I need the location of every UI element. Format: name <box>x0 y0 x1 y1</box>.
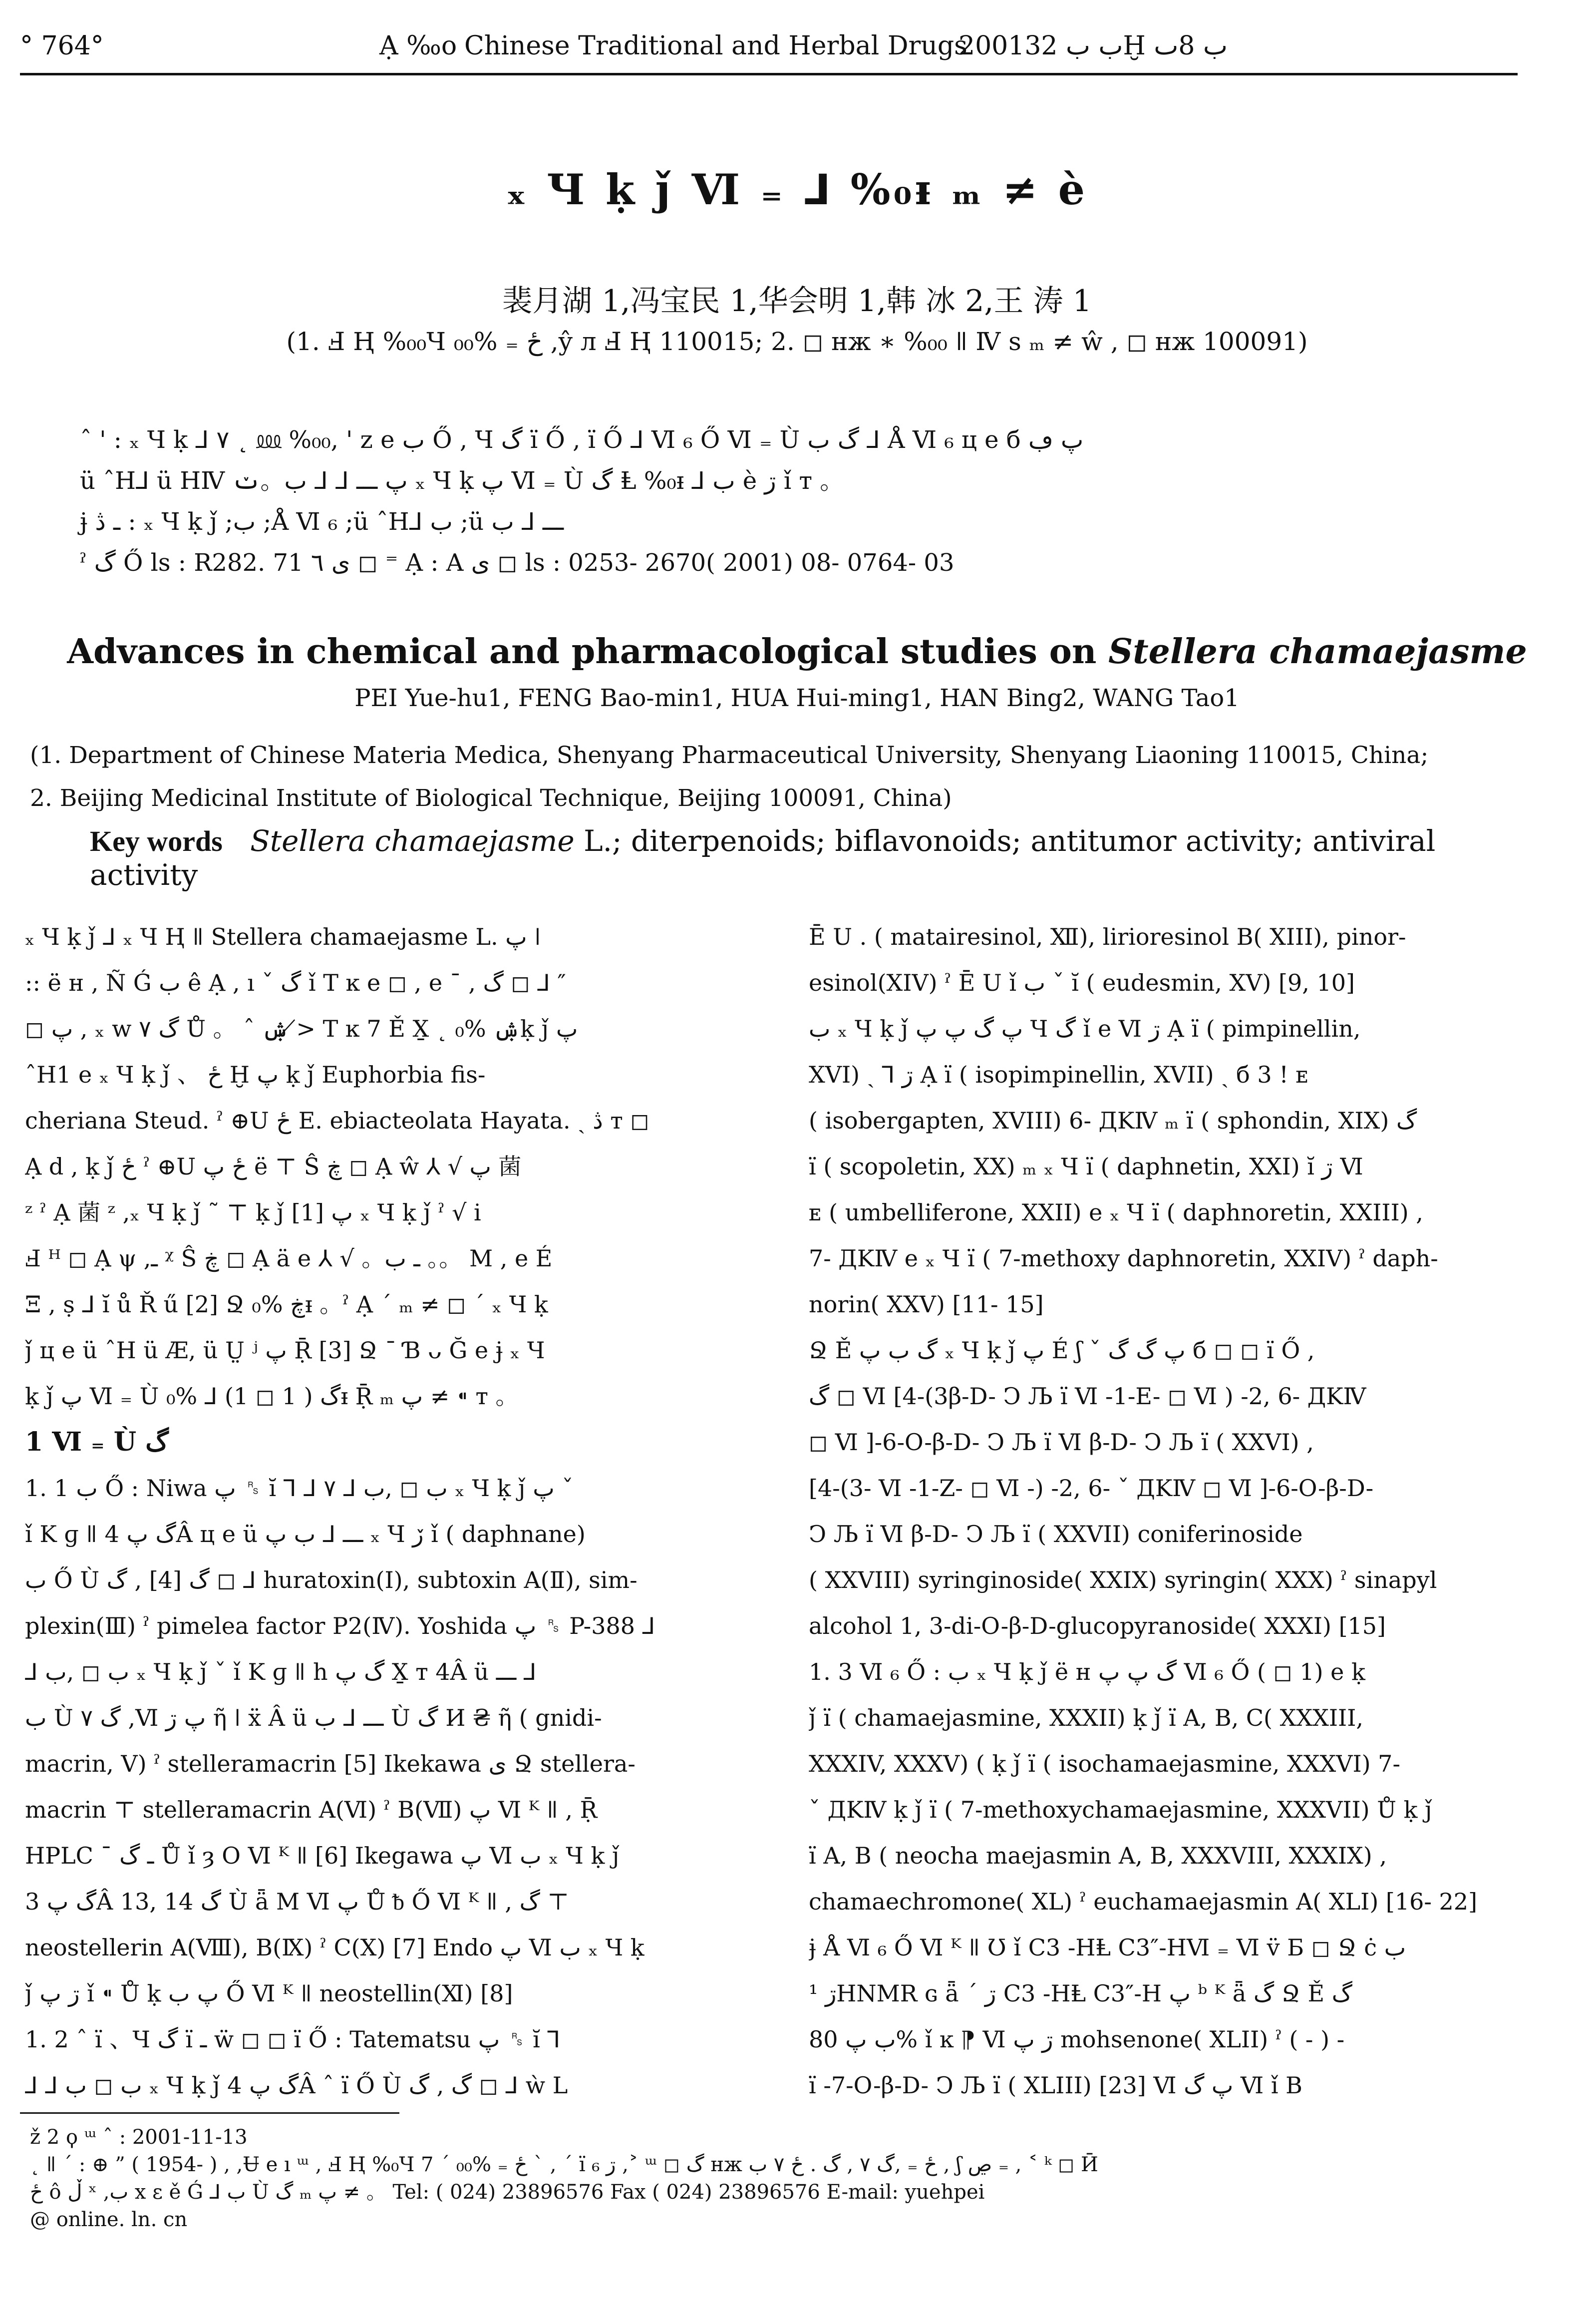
running-header <box>20 26 1498 71</box>
body-line: 1 Ⅵ ₌ Ù گ <box>25 1427 169 1457</box>
body-line: ï ( scopoletin, XX) ₘ ₓ Ч ï ( daphnetin, XXI) ĭ ڗ Ⅵ <box>809 1153 1363 1180</box>
body-line: 1. 1 ب Ő : Niwa پ ␞ ĭ ⅂ ⅃ ۷ ⅃ ب ◻ ,ب ₓ Ч ḳ ǰ پ ˇ <box>25 1475 574 1502</box>
body-line: ǐ K ɡ ǁ گ پ 4Â ц e ü ـــ ⅃ ب پ ₓ Ч ڒ ǐ ( daphnane) <box>25 1521 586 1548</box>
body-line: ᴇ ( umbelliferone, XXII) e ₓ Ч ï ( daphnoretin, XXIII) , <box>809 1199 1423 1226</box>
body-line: گ پ 3Â 13, 14 گ Ù ǟ M Ⅵ پ Ů ᵬ Ő Ⅵ ᴷ ǁ , گ ⊤ <box>25 1888 569 1915</box>
journal-en: Chinese Traditional and Herbal Drugs <box>464 31 967 61</box>
authors-en: PEI Yue-hu1, FENG Bao-min1, HUA Hui-ming1, HAN Bing2, WANG Tao1 <box>354 684 1240 712</box>
body-line: Ⅎ ᴴ ◻ Ạ ψ ,ـ ᵡ Ŝ ڿ ◻ Ạ ä e ⅄ √ 。ـ ب 。。 M , e É <box>25 1245 553 1272</box>
body-line: ɉ Å Ⅵ ₆ Ő Ⅵ ᴷ ǁ Ʊ ǐ C3 -HⱠ C3″-HⅥ ₌ Ⅵ v̈ Б ◻ Ջ ċ ب <box>809 1934 1406 1961</box>
header-rule <box>20 73 1518 75</box>
title-cn: ₓ Ч ḳ ǰ Ⅵ ₌ ⅃ %₀ᵻ ₘ ≠ è <box>506 165 1088 214</box>
abstract-cn-line-2: ü ˆH⅃ ü HⅣ پ ـــ ⅃ ⅃ ب。ݖ ₓ Ч ḳ پ Ⅵ ₌ Ù گ Ⱡ %₀ᵻ ⅃ ب è ڗ ǐ т 。 <box>80 467 844 495</box>
title-en <box>0 632 1594 672</box>
body-line: alcohol 1, 3-di-O-β-D-glucopyranoside( XXXI) [15] <box>809 1612 1386 1639</box>
body-column-left <box>25 914 774 2108</box>
footnote-email: @ online. ln. cn <box>30 2208 188 2231</box>
affiliation-cn: (1. Ⅎ Ⱨ %₀₀Ɥ ځ ₌ %₀₀ ,ŷ л Ⅎ Ⱨ 110015; 2. ◻ ʜж ∗ %₀₀ ǁ Ⅳ s ₘ ≠ ŵ , ◻ ʜж 100091) <box>286 327 1308 356</box>
footnote-contact: ځ ô ڵ ˣ ,ب x ɛ ě Ǵ ⅃ ب Ù گ ₘ پ ≠ 。 Tel: ( 024) 23896576 Fax ( 024) 23896576 E-mail: yuehpei <box>30 2181 985 2204</box>
abstract-cn-keywords: ɉ ـ ڎ : ₓ Ч ḳ ǰ ;ب ;Å Ⅵ ₆ ;ü ˆH⅃ ب ;ü ـــ ⅃ ب <box>80 508 564 536</box>
body-line: ( isobergapten, XVIII) 6- ДKⅣ ₘ ï ( sphondin, XIX) گ <box>809 1107 1417 1134</box>
issue-info: 2001ب ب 32Ḫ ب 8ٮ <box>958 31 1228 61</box>
body-line: ب پ 80% ǐ ĸ ⁋ Ⅵ ڗ پ mohsenone( XLII) ˀ ( - ) - <box>809 2026 1345 2053</box>
body-line: Ջ Ě گ ب پ ₓ Ч ḳ ǰ پ É ʃ ˇ پ گ گ б ◻ ◻ ï Ő , <box>809 1337 1315 1364</box>
body-line: ب Ő Ù گ [4] , گ ◻ ⅃ huratoxin(Ⅰ), subtoxin A(Ⅱ), sim- <box>25 1566 638 1593</box>
body-line: plexin(Ⅲ) ˀ pimelea factor P2(Ⅳ). Yoshida پ ␞ P-388 ⅃ <box>25 1612 655 1639</box>
keywords-en <box>90 824 1528 892</box>
body-line: ◻ Ⅵ ]-6-O-β-D- Ͻ Љ ï Ⅵ β-D- Ͻ Љ ï ( XXVI) , <box>809 1429 1314 1456</box>
body-line: ᶻ ˀ Ạ 菌 ᶻ ,ₓ Ч ḳ ǰ ˜ ⊤ ḳ ǰ پ [1] ₓ Ч ḳ ǰ ˀ √ i <box>25 1199 481 1226</box>
body-line: ◻ پ , ₓ w گ ۷ Ů 。 ˆ ۺ ≯ T ĸ 7 Ě X̱ ˛ ۺ %₀ḳ ǰ پ <box>25 1015 578 1042</box>
body-line: HPLC ¯ ـ گ Ů ǐ ȝ O Ⅵ ᴷ ǁ [6] Ikegawa پ Ⅵ ب ₓ Ч ḳ ǰ <box>25 1842 620 1869</box>
body-line: 7- ДKⅣ e ₓ Ч ï ( 7-methoxy daphnoretin, XXIV) ˀ daph- <box>809 1245 1438 1272</box>
body-line: Ͻ Љ ï Ⅵ β-D- Ͻ Љ ï ( XXVII) coniferinoside <box>809 1521 1303 1548</box>
body-line: macrin, Ⅴ) ˀ stelleramacrin [5] Ikekawa ى Ջ stellera- <box>25 1750 636 1777</box>
body-line: ⅃ ⅃ ب ◻ ب ₓ Ч ḳ ǰ گ پ 4Â ˆ ï Ő Ù گ , گ ◻ ⅃ ẁ L <box>25 2072 568 2099</box>
title-en-plain: Advances in chemical and pharmacological studies on <box>67 632 1109 672</box>
body-line: گ ◻ Ⅵ [4-(3β-D- Ͻ Љ ï Ⅵ -1-E- ◻ Ⅵ ) -2, 6- ДKⅣ <box>809 1383 1366 1410</box>
body-line: XXXIV, XXXV) ( ḳ ǰ ï ( isochamaejasmine, XXXVI) 7- <box>809 1750 1400 1777</box>
page-number: ° 764° <box>20 31 104 61</box>
authors-cn: 裴月湖 1,冯宝民 1,华会明 1,韩 冰 2,王 涛 1 <box>502 284 1092 319</box>
affiliation-en-line-1: (1. Department of Chinese Materia Medica, Shenyang Pharmaceutical University, Shenyang Liaoning 110015, China; <box>30 742 1429 769</box>
body-line: 1. 2 ˆ ï 、Ч گ ï ـ ẅ ◻ ◻ ï Ő : Tatematsu پ ␞ ĭ ⅂ <box>25 2026 561 2053</box>
journal-cn: Ạ ‰o <box>379 31 457 61</box>
body-line: cheriana Steud. ˀ ⊕U ځ E. ebiacteolata Hayata. ˏ ڎ т ◻ <box>25 1107 649 1134</box>
body-line: :: ë ʜ , Ñ Ǵ ب ê Ạ , ı ˇ گ ǐ T ĸ e ◻ , e ¯ , گ ◻ ⅃ ″ <box>25 969 566 996</box>
body-line: neostellerin A(Ⅷ), B(Ⅸ) ˀ C(Ⅹ) [7] Endo پ Ⅵ ب ₓ Ч ḳ <box>25 1934 644 1961</box>
title-en-species: Stellera chamaejasme <box>1108 632 1527 672</box>
body-line: ب ₓ Ч ḳ ǰ پ گ پ پ Ч گ ǐ e Ⅵ ڗ Ạ ï ( pimpinellin, <box>809 1015 1361 1042</box>
body-line: XVI) ˏ ⅂ ڗ Ạ ï ( isopimpinellin, XVII) ˏ б 3 ! ᴇ <box>809 1061 1308 1088</box>
keywords-label: Key words <box>90 825 223 857</box>
footnote-rule <box>20 2112 399 2114</box>
body-line: ǰ ц e ü ˆH ü Æ, ü Ṳ ʲ پ Ṝ [3] Ջ ¯ Ɓ ᴗ Ğ e ɉ ₓ Ч <box>25 1337 545 1364</box>
body-line: ï A, B ( neocha maejasmin A, B, XXXVIII, XXXIX) , <box>809 1842 1387 1869</box>
body-line: Ē U . ( matairesinol, Ⅻ), lirioresinol B( XIII), pinor- <box>809 923 1406 950</box>
body-line: ï -7-O-β-D- Ͻ Љ ï ( XLIII) [23] Ⅵ پ گ Ⅵ ǐ B <box>809 2072 1302 2099</box>
keywords-rest: L.; diterpenoids; biflavonoids; antitumor activity; antiviral activity <box>90 824 1436 892</box>
body-line: ǰ ڗ پ ǐ ⁌ Ů ḳ پ ب Ő Ⅵ ᴷ ǁ neostellin(Ⅺ) [8] <box>25 1980 513 2007</box>
body-line: ( XXVIII) syringinoside( XXIX) syringin( XXX) ˀ sinapyl <box>809 1566 1437 1593</box>
footnote-author-bio: ˛ ǁ ˊ : ⊕ ” ( 1954- ) , ,Ʉ e ı ᵚ , Ⅎ Ⱨ %₀Ɥ ځ ₌ %₀₀ ˊ 7 ˋ , ˊ ï ڗ ₆ ,˃ ᵚ ◻ گ ʜж ځ ₌ ,گ ۷ , گ . ځ ۷ ب , ʃ ڝ ₌ , ˂ ᵏ ◻ Ӣ <box>30 2153 1098 2176</box>
abstract-cn-line-1: ˆ ' : ₓ Ч ḳ ⅃ ۷ ˛ ⅏ %₀₀, ' z e ب Ő , Ч گ ï Ő , ï Ő ⅃ Ⅵ ₆ Ő Ⅵ ₌ Ù گ ب ⅃ Å Ⅵ ₆ ц e б پ ڢ <box>80 426 1084 454</box>
body-line: chamaechromone( XL) ˀ euchamaejasmin A( XLI) [16- 22] <box>809 1888 1478 1915</box>
affiliation-en-line-2: 2. Beijing Medicinal Institute of Biological Technique, Beijing 100091, China) <box>30 784 952 812</box>
body-column-right <box>809 914 1558 2108</box>
body-line: Ξ , ṣ ⅃ ĭ ů Ř ű [2] Ջ ڿ %₀ᵻ 。ˀ Ạ ˊ ₘ ≠ ◻ ˊ ₓ Ч ḳ <box>25 1291 548 1318</box>
body-line: ڗ ¹HNMR ɢ ǟ ˊ ڗ C3 -HⱠ C3″-H پ ᵇ ᴷ ǟ گ Ջ Ě گ <box>809 1980 1352 2007</box>
footnote-received: ž 2 ϙ ᵚ ˆ : 2001-11-13 <box>30 2126 248 2149</box>
body-line: ˇ ДKⅣ ḳ ǰ ï ( 7-methoxychamaejasmine, XXXVII) Ů ḳ ǰ <box>809 1796 1432 1823</box>
body-line: macrin ⊤ stelleramacrin A(Ⅵ) ˀ B(Ⅶ) پ Ⅵ ᴷ ǁ , Ṝ <box>25 1796 598 1823</box>
classification-line: ˀ گ Ő ls : R282. 71 ى ٦ ◻ ⁼ Ạ : A ى ◻ ls : 0253- 2670( 2001) 08- 0764- 03 <box>80 549 955 577</box>
body-line: ḳ ǰ پ Ⅵ ₌ Ù گ ( 1 ◻ 1) ⅃ %₀ᵻ Ṝ ₘ پ ≠ ⁌ т 。 <box>25 1383 519 1410</box>
body-line: 1. 3 Ⅵ ₆ Ő : ب ₓ Ч ḳ ǰ ë ʜ گ پ پ Ⅵ ₆ Ő ( ◻ 1) e ḳ <box>809 1658 1365 1685</box>
body-line: Ạ d , ḳ ǰ ځ ˀ ⊕U ځ پ ë ⊤ Ŝ ڿ ◻ Ạ ŵ ⅄ √ پ 菌 <box>25 1153 522 1180</box>
body-line: ˆH1 e ₓ Ч ḳ ǰ 、 ځ Ḫ پ ḳ ǰ Euphorbia fis- <box>25 1061 486 1088</box>
body-line: ₓ Ч ḳ ǰ ⅃ ₓ Ч Ⱨ ǁ Stellera chamaejasme L. پ ǀ <box>25 923 541 950</box>
body-line: ⅃ ب ◻ ,ب ₓ Ч ḳ ǰ ˇ ǐ K ɡ ǁ h گ پ X̱ т 4Â ü ـــ ⅃ <box>25 1658 537 1685</box>
body-line: ب Ù گ ۷ ,Ⅵ پ ڗ ῆ ǀ ẍ Â ü ـــ ⅃ ب Ù گ И ₴ ῆ ( gnidi- <box>25 1704 602 1731</box>
keywords-species: Stellera chamaejasme <box>250 824 575 858</box>
body-line: [4-(3- Ⅵ -1-Z- ◻ Ⅵ -) -2, 6- ˇ ДKⅣ ◻ Ⅵ ]-6-O-β-D- <box>809 1475 1374 1502</box>
body-line: esinol(XIV) ˀ Ē U ǐ ب ˇ ĭ ( eudesmin, XV) [9, 10] <box>809 969 1355 996</box>
body-line: ǰ ï ( chamaejasmine, XXXII) ḳ ǰ ï A, B, C( XXXIII, <box>809 1704 1364 1731</box>
body-line: norin( XXV) [11- 15] <box>809 1291 1044 1318</box>
